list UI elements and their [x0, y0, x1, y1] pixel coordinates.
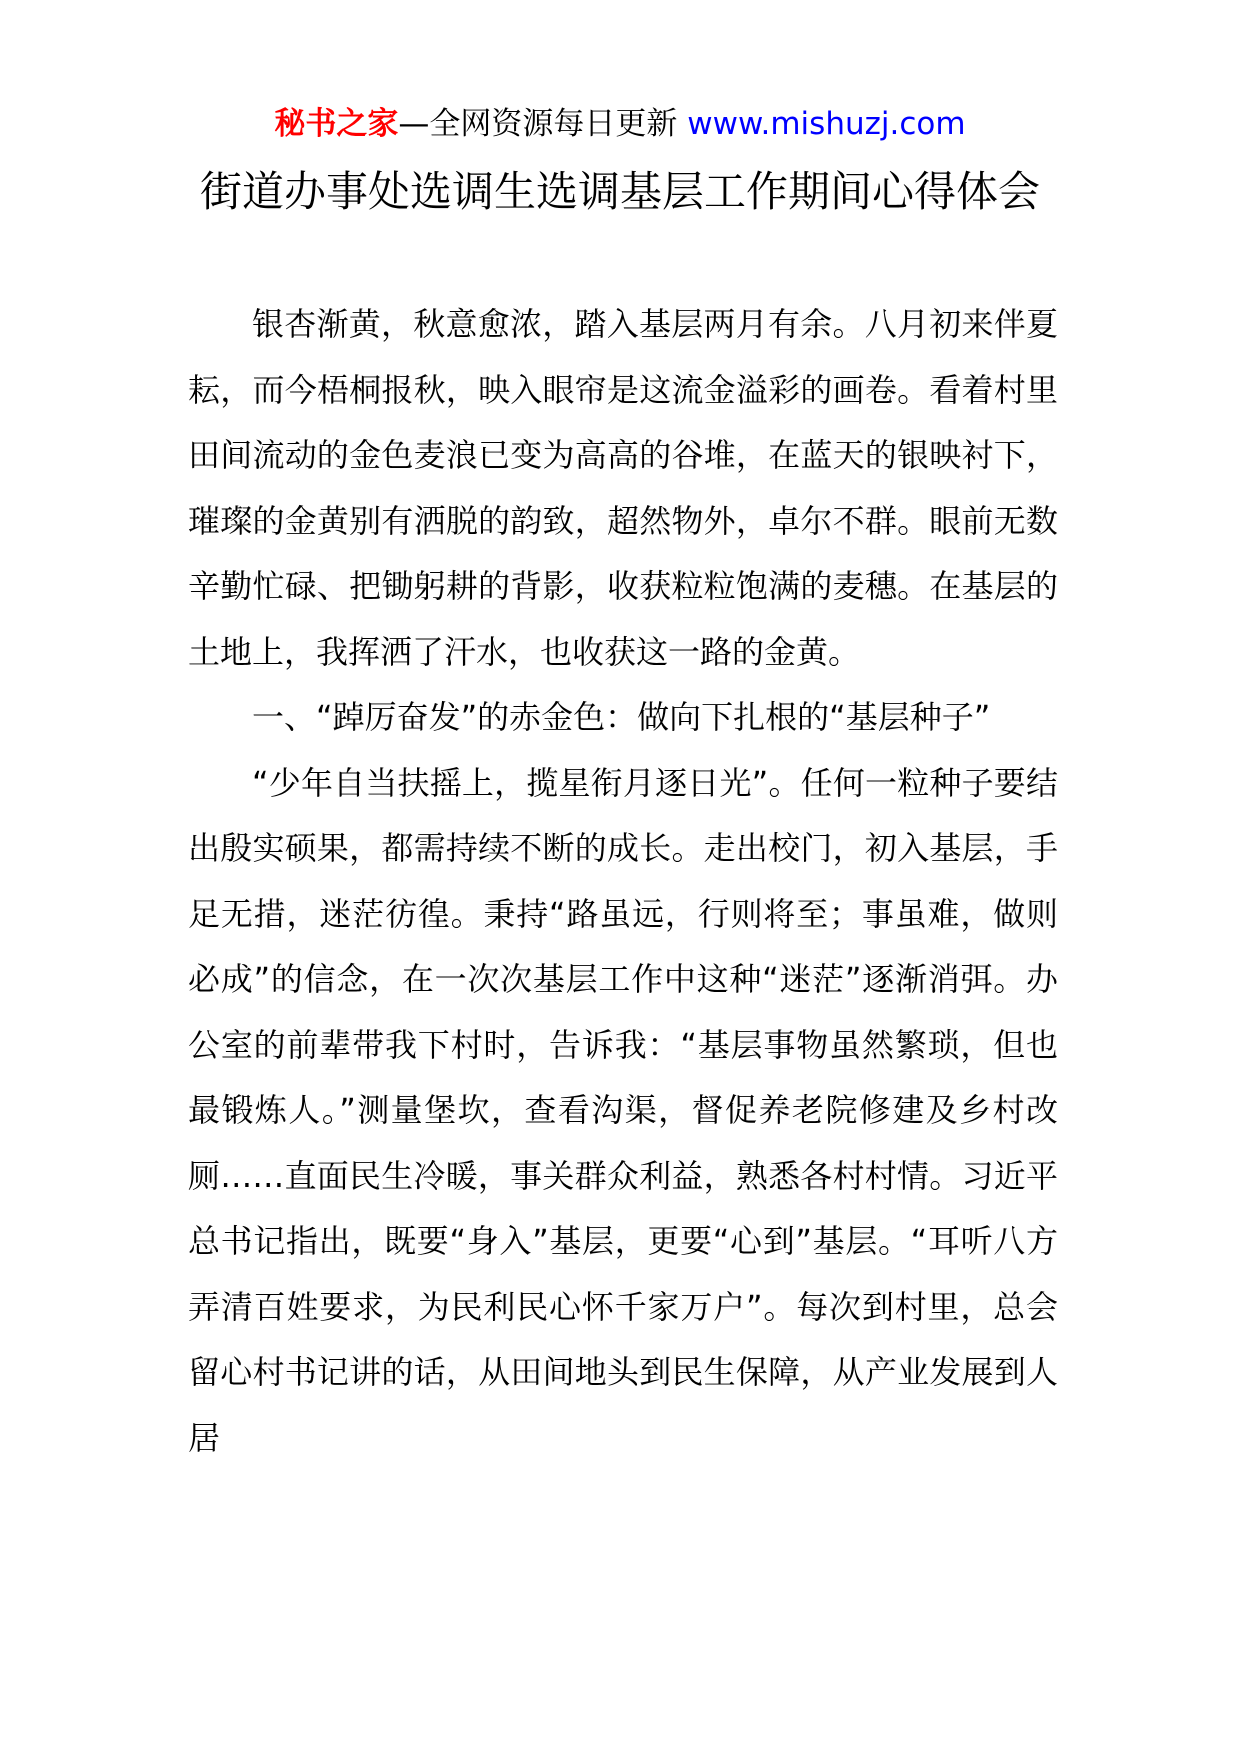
site-header [0, 100, 1240, 148]
site-url-link[interactable]: www.mishuzj.com [687, 106, 966, 142]
site-brand: 秘书之家 [274, 106, 399, 142]
section-heading-1: 一、“踔厉奋发”的赤金色：做向下扎根的“基层种子” [252, 698, 991, 736]
paragraph-section-1: “少年自当扶摇上，揽星衔月逐日光”。任何一粒种子要结出殷实硕果，都需持续不断的成长。走出校门，初入基层，手足无措，迷茫彷徨。秉持“路虽远，行则将至；事虽难，做则必成”的信念，在一次次基层工作中这种“迷茫”逐渐消弭。办公室的前辈带我下村时，告诉我：“基层事物虽然繁琐，但也最锻炼人。”测量堡坎，查看沟渠，督促养老院修建及乡村改厕……直面民生冷暖，事关群众利益，熟悉各村村情。习近平总书记指出，既要“身入”基层，更要“心到”基层。“耳听八方弄清百姓要求，为民利民心怀千家万户”。每次到村里，总会留心村书记讲的话，从田间地头到民生保障，从产业发展到人居 [188, 763, 1058, 1457]
document-title: 街道办事处选调生选调基层工作期间心得体会 [199, 167, 1040, 216]
paragraph-intro: 银杏渐黄，秋意愈浓，踏入基层两月有余。八月初来伴夏耘，而今梧桐报秋，映入眼帘是这流金溢彩的画卷。看着村里田间流动的金色麦浪已变为高高的谷堆，在蓝天的银映衬下，璀璨的金黄别有洒脱的韵致，超然物外，卓尔不群。眼前无数辛勤忙碌、把锄躬耕的背影，收获粒粒饱满的麦穗。在基层的土地上，我挥洒了汗水，也收获这一路的金黄。 [188, 305, 1058, 671]
document-body [188, 292, 1058, 1471]
site-tagline: —全网资源每日更新 [398, 106, 678, 142]
